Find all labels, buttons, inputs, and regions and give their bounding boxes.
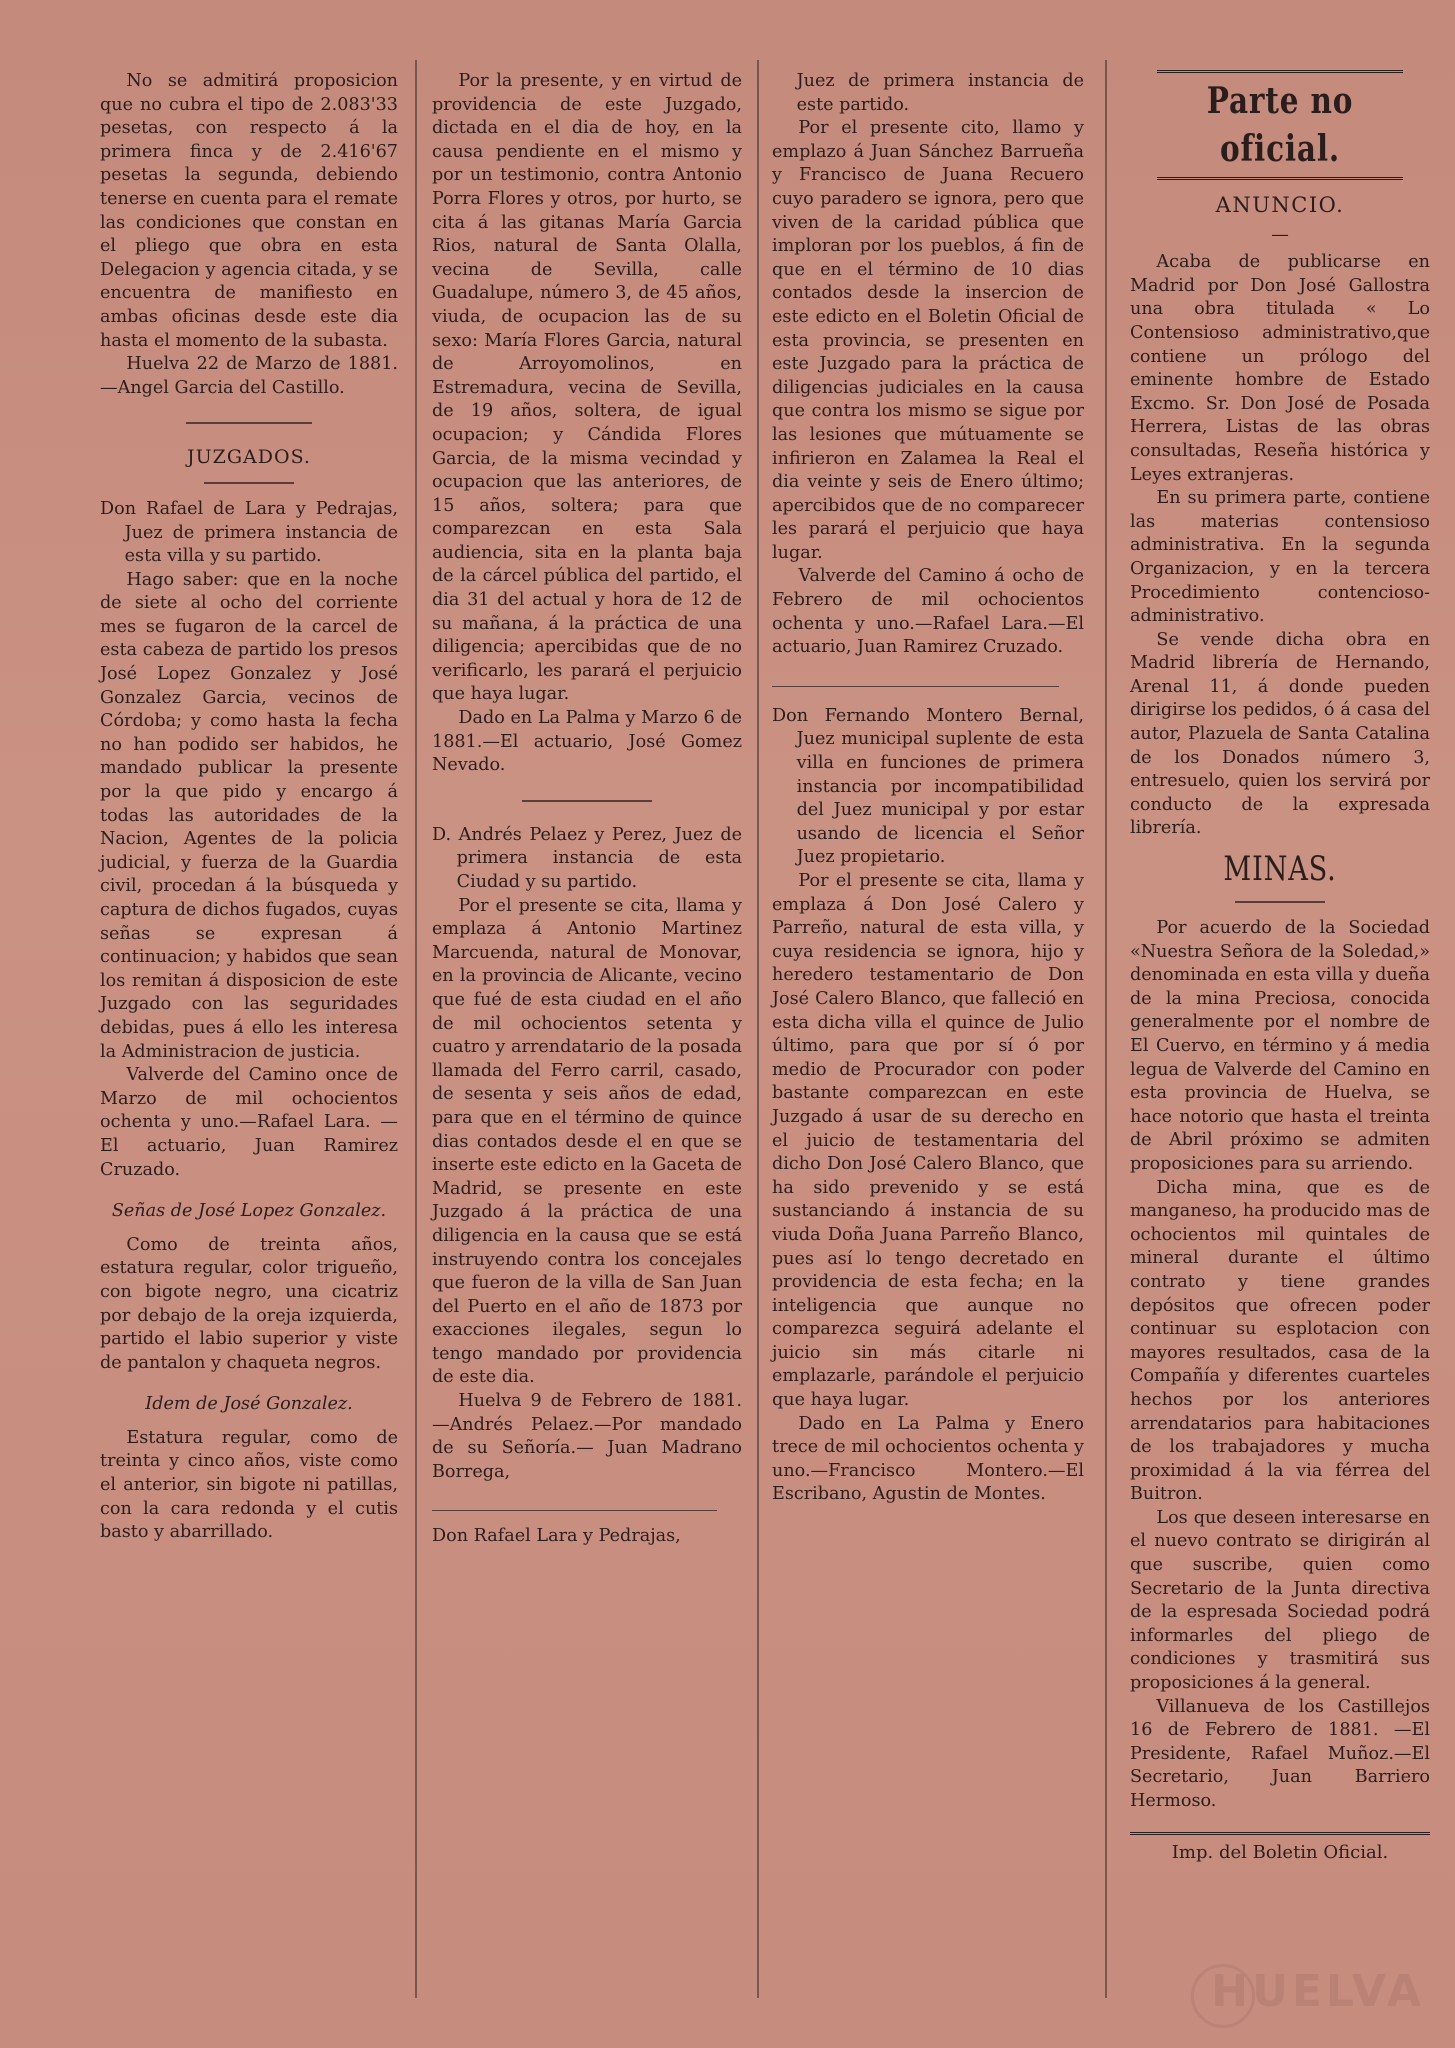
dash: —: [1271, 224, 1289, 245]
section-title: Parte no oficial.: [1157, 70, 1403, 180]
divider: [204, 482, 293, 484]
column-rule: [1105, 60, 1107, 1998]
signature: Dado en La Palma y Enero trece de mil ochocientos ochenta y uno.—Francisco Montero.—El Escribano, Agustin de Montes.: [772, 1413, 1084, 1505]
column-2: [432, 70, 742, 2018]
edict-body: Por el presente se cita, llama y emplaza á Don José Calero y Parreño, natural de esta villa, y cuya residencia se ignora, hijo y heredero testamentario de Don José Calero Blanco, que falleció en esta dicha villa el quince de Julio último, para que por sí ó por medio de Procurador con poder bastante comparezcan en este Juzgado á usar de su derecho en el juicio de testamentaria del dicho Don José Calero Blanco, que ha sido prevenido y se está sustanciando á instancia de su viuda Doña Juana Parreño Blanco, pues así lo tengo decretado en providencia de esta fecha; en la inteligencia que aunque no comparezca seguirá adelante el juicio sin más citarle ni emplazarle, parándole el perjuicio que haya lugar.: [772, 871, 1084, 1411]
edict-body: Por la presente, y en virtud de providencia de este Juzgado, dictada en el dia de hoy, en la causa pendiente en el mismo y por un testimonio, contra Antonio Porra Flores y otros, por hurto, se cita á las gitanas María Garcia Rios, natural de Santa Olalla, vecina de Sevilla, calle Guadalupe, número 3, de 45 años, viuda, de ocupacion las de su sexo: María Flores Garcia, natural de Arroyomolinos, en Estremadura, vecina de Sevilla, de 19 años, soltera, de igual ocupacion; y Cándida Flores Garcia, de la misma vecindad y ocupacion que las anteriores, de 15 años, soltera; para que comparezcan en esta Sala audiencia, sita en la planta baja de la cárcel pública del partido, el dia 31 del actual y hora de 12 de su mañana, á la práctica de una diligencia; apercibidas que de no verificarlo, les parará el perjuicio que haya lugar.: [432, 71, 742, 705]
edict-header: Don Rafael Lara y Pedrajas,: [432, 1526, 681, 1547]
column-1: [100, 70, 398, 2018]
edict-header: Don Fernando Montero Bernal, Juez municipal suplente de esta villa en funciones de primera instancia por incompatibilidad del Juez municipal y por estar usando de licencia el Señor Juez propietario.: [772, 705, 1084, 868]
imprint: Imp. del Boletin Oficial.: [1130, 1832, 1430, 1865]
description: Estatura regular, como de treinta y cinco años, viste como el anterior, sin bigote ni patillas, con la cara redonda y el cutis basto y abarrillado.: [100, 1427, 398, 1543]
signature: Huelva 9 de Febrero de 1881.—Andrés Pelaez.—Por mandado de su Señoría.— Juan Madrano Borrega,: [432, 1391, 742, 1482]
ad-heading: ANUNCIO.: [1215, 193, 1345, 217]
edict-body: Por el presente se cita, llama y emplaza á Antonio Martinez Marcuenda, natural de Monovar, en la provincia de Alicante, vecino que fué de esta ciudad en el año de mil ochocientos setenta y cuatro y arrendatario de la posada llamada del Ferro carril, casado, de sesenta y seis años de edad, para que en el término de quince dias contados desde el en que se inserte este edicto en la Gaceta de Madrid, se presente en este Juzgado á la práctica de una diligencia en la causa que se está instruyendo contra los concejales que fueron de la villa de San Juan del Puerto en el año de 1873 por exacciones ilegales, segun lo tengo mandado por providencia de este dia.: [432, 895, 742, 1388]
signature: Villanueva de los Castillejos 16 de Febrero de 1881. —El Presidente, Rafael Muñoz.—El Secretario, Juan Barriero Hermoso.: [1130, 1696, 1430, 1811]
divider: [1235, 901, 1325, 903]
ad-body: Por acuerdo de la Sociedad «Nuestra Señora de la Soledad,» denominada en esta villa y dueña de la mina Preciosa, conocida generalmente por el nombre de El Cuervo, en término y á media legua de Valverde del Camino en esta provincia de Huelva, se hace notorio que hasta el treinta de Abril próximo se admiten proposiciones para su arriendo.: [1130, 918, 1430, 1174]
divider: [522, 800, 652, 802]
divider: [772, 686, 1059, 687]
signature: Valverde del Camino once de Marzo de mil ochocientos ochenta y uno.—Rafael Lara. —El actuario, Juan Ramirez Cruzado.: [100, 1065, 398, 1180]
subheading: Señas de José Lopez Gonzalez.: [111, 1201, 387, 1222]
edict-header: Don Rafael de Lara y Pedrajas, Juez de primera instancia de esta villa y su partido.: [100, 498, 398, 567]
description: Como de treinta años, estatura regular, color trigueño, con bigote negro, una cicatriz por debajo de la oreja izquierda, partido el labio superior y viste de pantalon y chaqueta negros.: [100, 1234, 398, 1373]
divider: [186, 422, 311, 424]
subheading: Idem de José Gonzalez.: [145, 1394, 353, 1415]
ad-body: Acaba de publicarse en Madrid por Don José Gallostra una obra titulada « Lo Contensioso administrativo,que contiene un prólogo del eminente hombre de Estado Excmo. Sr. Don José de Posada Herrera, Listas de las obras consultadas, Reseña histórica y Leyes extranjeras.: [1130, 252, 1430, 485]
ad-body: Dicha mina, que es de manganeso, ha producido mas de ochocientos mil quintales de mineral durante el último contrato y tiene grandes depósitos que ofrecen poder continuar su esplotacion con mayores resultados, casa de la Compañía y diferentes cuarteles hechos por los anteriores arrendatarios para habitaciones de los trabajadores y mucha proximidad á la via férrea del Buitron.: [1130, 1177, 1430, 1505]
column-3: [772, 70, 1084, 2018]
subasta-conditions: No se admitirá proposicion que no cubra el tipo de 2.083'33 pesetas, con respecto á la primera finca y de 2.416'67 pesetas la segunda, debiendo tenerse en cuenta para el remate las condiciones que constan en el pliego que obra en esta Delegacion y agencia citada, y se encuentra de manifiesto en ambas oficinas desde este dia hasta el momento de la subasta.: [100, 71, 398, 351]
edict-body: Hago saber: que en la noche de siete al ocho del corriente mes se fugaron de la carcel de esta cabeza de partido los presos José Lopez Gonzalez y José Gonzalez Garcia, vecinos de Córdoba; y como hasta la fecha no han podido ser habidos, he mandado publicar la presente por la que pido y encargo á todas las autoridades de la Nacion, Agentes de la policia judicial, y fuerza de la Guardia civil, procedan á la búsqueda y captura de dichos fugados, cuyas señas se expresan á continuacion; y habidos que sean los remitan á disposicion de este Juzgado con las seguridades debidas, pues á ello les interesa la Administracion de justicia.: [100, 569, 398, 1062]
edict-body: Por el presente cito, llamo y emplazo á Juan Sánchez Barrueña y Francisco de Juana Recuero cuyo paradero se ignora, pero que viven de la caridad pública que imploran por los pueblos, á fin de que en el término de 10 dias contados desde la insercion de este edicto en el Boletin Oficial de esta provincia, se presenten en este Juzgado para la práctica de diligencias judiciales en la causa que contra los mismo se sigue por las lesiones que mútuamente se infirieron en Zalamea la Real el dia veinte y seis de Enero último; apercibidos que de no comparecer les parará el perjuicio que haya lugar.: [772, 118, 1084, 563]
ad-body: Los que deseen interesarse en el nuevo contrato se dirigirán al que suscribe, quien como Secretario de la Junta directiva de la espresada Sociedad podrá informarles del pliego de condiciones y trasmitirá sus proposiciones á la general.: [1130, 1507, 1430, 1694]
ad-heading-minas: MINAS.: [1223, 849, 1337, 890]
column-rule: [757, 60, 759, 1998]
edict-header: D. Andrés Pelaez y Perez, Juez de primera instancia de esta Ciudad y su partido.: [432, 824, 742, 892]
signature: Dado en La Palma y Marzo 6 de 1881.—El actuario, José Gomez Nevado.: [432, 708, 742, 776]
edict-header: Juez de primera instancia de este partido.: [796, 71, 1084, 115]
column-4: [1130, 70, 1430, 2018]
signature: Valverde del Camino á ocho de Febrero de mil ochocientos ochenta y uno.—Rafael Lara.—El actuario, Juan Ramirez Cruzado.: [772, 566, 1084, 658]
divider: [432, 1510, 717, 1511]
ad-body: Se vende dicha obra en Madrid librería de Hernando, Arenal 11, á donde pueden dirigirse los pedidos, ó á casa del autor, Plazuela de Santa Catalina de los Donados número 3, entresuelo, quien los servirá por conducto de la expresada librería.: [1130, 629, 1430, 839]
ad-body: En su primera parte, contiene las materias contensioso administrativa. En la segunda Organizacion, y en la tercera Procedimiento contencioso-administrativo.: [1130, 488, 1430, 627]
section-heading-juzgados: JUZGADOS.: [187, 446, 311, 469]
signature: Huelva 22 de Marzo de 1881.—Angel Garcia del Castillo.: [100, 354, 398, 398]
watermark: HUELVA: [1211, 1966, 1425, 2017]
column-rule: [415, 60, 417, 1998]
